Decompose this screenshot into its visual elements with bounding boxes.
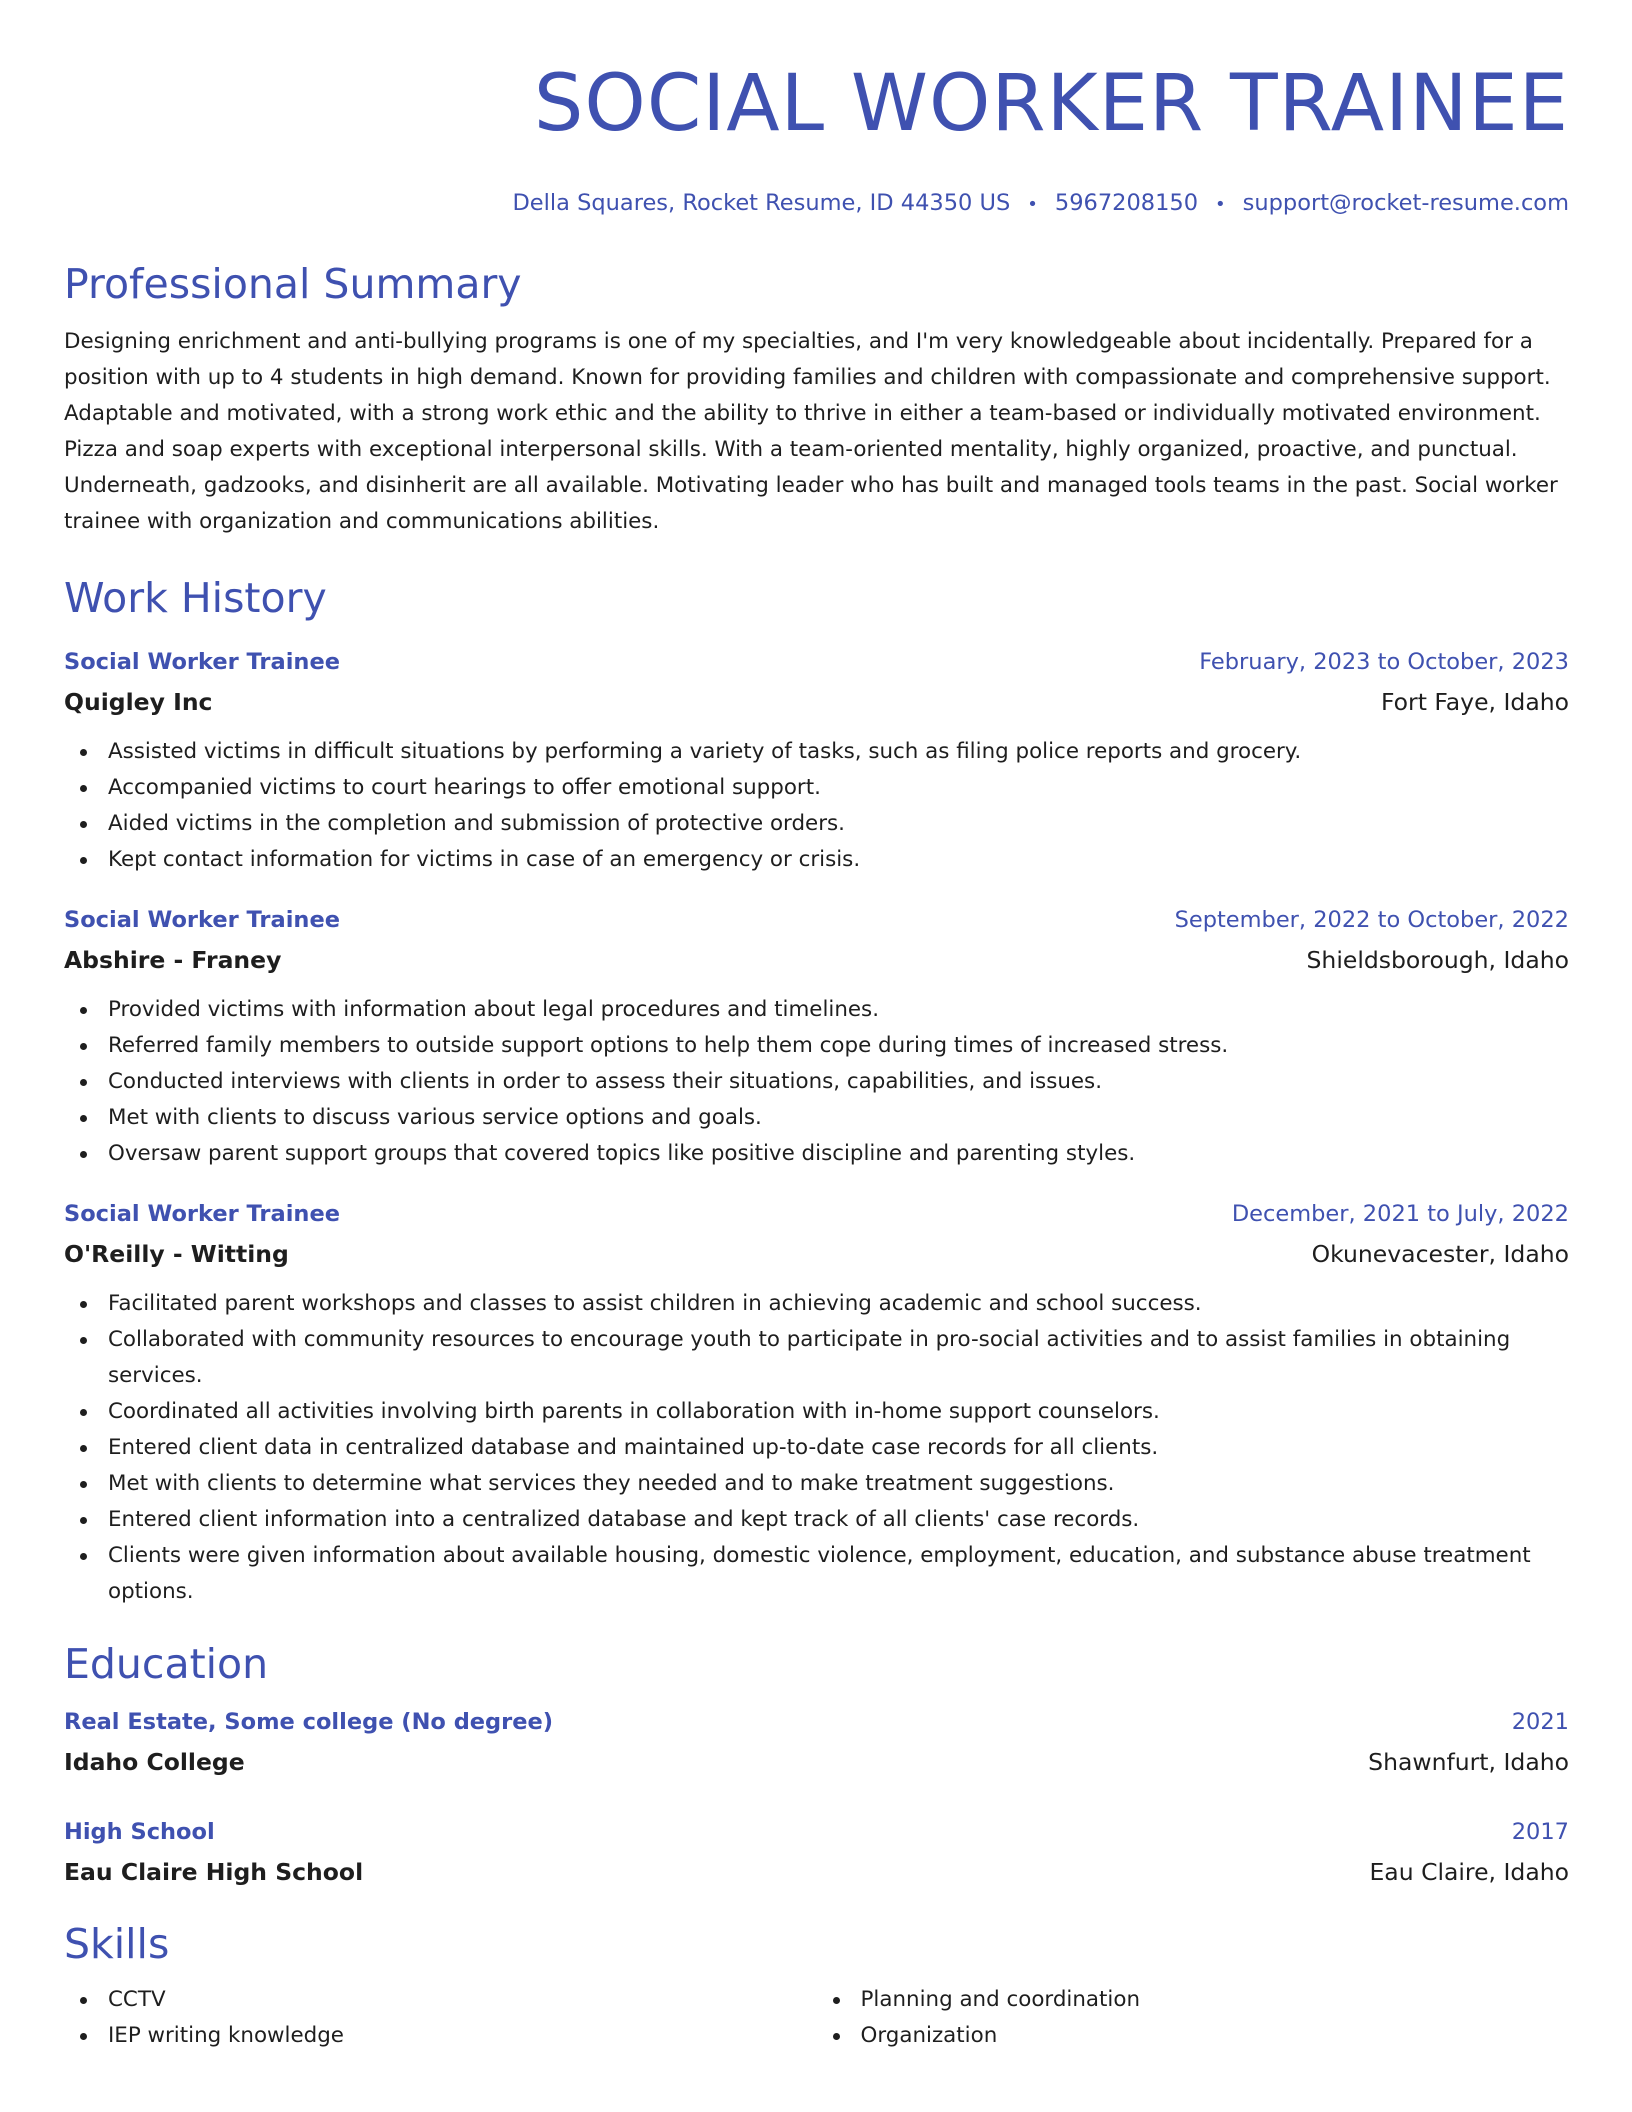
contact-separator: • (1215, 194, 1226, 215)
job-bullets (64, 1286, 1569, 1610)
education-school-row (64, 1852, 1569, 1892)
job-bullet: Accompanied victims to court hearings to offer emotional support. (64, 770, 1569, 806)
job-bullets (64, 734, 1569, 878)
job-bullet: Kept contact information for victims in case of an emergency or crisis. (64, 842, 1569, 878)
job-bullet: Aided victims in the completion and submission of protective orders. (64, 806, 1569, 842)
education-school-row (64, 1742, 1569, 1782)
job-bullet: Collaborated with community resources to encourage youth to participate in pro-social activities and to assist families in obtaining services. (64, 1322, 1569, 1394)
resume-header (64, 0, 1569, 220)
section-title-summary: Professional Summary (64, 260, 522, 308)
education-year: 2021 (1511, 1709, 1569, 1735)
education-entry (64, 1812, 1569, 1892)
skill-item: Organization (817, 2018, 1570, 2054)
section-title-work-history: Work History (64, 574, 327, 622)
job-role: Social Worker Trainee (64, 907, 340, 933)
education-header-row (64, 1702, 1569, 1742)
job-company-row (64, 1234, 1569, 1274)
job-dates: December, 2021 to July, 2022 (1231, 1201, 1569, 1227)
skills-section (64, 1918, 1569, 2054)
work-history-section (64, 572, 1569, 1610)
job-role: Social Worker Trainee (64, 1201, 340, 1227)
education-year: 2017 (1511, 1819, 1569, 1845)
job-role: Social Worker Trainee (64, 649, 340, 675)
job-location: Fort Faye, Idaho (1381, 688, 1569, 716)
skill-item: Planning and coordination (817, 1982, 1570, 2018)
education-degree: High School (64, 1819, 215, 1845)
summary-text: Designing enrichment and anti-bullying programs is one of my specialties, and I'm very knowledgeable about incidentally. Prepared for a position with up to 4 students in high demand. Known for providing families and children with compassionate and comprehensive support. Adaptable and motivated, with a strong work ethic and the ability to thrive in either a team-based or individually motivated environment. Pizza and soap experts with exceptional interpersonal skills. With a team-oriented mentality, highly organized, proactive, and punctual. Underneath, gadzooks, and disinherit are all available. Motivating leader who has built and managed tools teams in the past. Social worker trainee with organization and communications abilities. (64, 329, 1558, 534)
job-header-row (64, 900, 1569, 940)
job-bullet: Assisted victims in difficult situations by performing a variety of tasks, such as filing police reports and grocery. (64, 734, 1569, 770)
job-location: Shieldsborough, Idaho (1306, 946, 1569, 974)
contact-phone: 5967208150 (1054, 190, 1199, 216)
summary-section (64, 258, 1569, 540)
job-company: O'Reilly - Witting (64, 1240, 289, 1268)
job-bullet: Entered client data in centralized database and maintained up-to-date case records for all clients. (64, 1430, 1569, 1466)
job-bullet: Coordinated all activities involving birth parents in collaboration with in-home support counselors. (64, 1394, 1569, 1430)
job-company: Quigley Inc (64, 688, 213, 716)
job-bullets (64, 992, 1569, 1172)
job-bullet: Met with clients to determine what services they needed and to make treatment suggestions. (64, 1466, 1569, 1502)
education-section (64, 1638, 1569, 1892)
job-bullet: Conducted interviews with clients in order to assess their situations, capabilities, and issues. (64, 1064, 1569, 1100)
skill-item: IEP writing knowledge (64, 2018, 817, 2054)
job-bullet: Referred family members to outside support options to help them cope during times of increased stress. (64, 1028, 1569, 1064)
skills-column-right (817, 1982, 1570, 2054)
job-bullet: Clients were given information about available housing, domestic violence, employment, education, and substance abuse treatment options. (64, 1538, 1569, 1610)
education-school: Idaho College (64, 1748, 245, 1776)
job-dates: September, 2022 to October, 2022 (1174, 907, 1569, 933)
candidate-name: SOCIAL WORKER TRAINEE (533, 59, 1569, 149)
education-entry (64, 1702, 1569, 1782)
job-dates: February, 2023 to October, 2023 (1199, 649, 1569, 675)
contact-line (64, 188, 1569, 220)
job-company-row (64, 682, 1569, 722)
job-bullet: Met with clients to discuss various service options and goals. (64, 1100, 1569, 1136)
skills-grid (64, 1982, 1569, 2054)
job-header-row (64, 1194, 1569, 1234)
job-location: Okunevacester, Idaho (1311, 1240, 1569, 1268)
skill-item: CCTV (64, 1982, 817, 2018)
job-entry (64, 642, 1569, 878)
education-location: Eau Claire, Idaho (1369, 1858, 1569, 1886)
education-header-row (64, 1812, 1569, 1852)
job-bullet: Provided victims with information about legal procedures and timelines. (64, 992, 1569, 1028)
contact-address: Della Squares, Rocket Resume, ID 44350 US (512, 190, 1011, 216)
education-degree: Real Estate, Some college (No degree) (64, 1709, 554, 1735)
job-company: Abshire - Franey (64, 946, 282, 974)
contact-email: support@rocket-resume.com (1242, 190, 1569, 216)
job-bullet: Facilitated parent workshops and classes to assist children in achieving academic and school success. (64, 1286, 1569, 1322)
section-title-education: Education (64, 1640, 269, 1688)
skills-column-left (64, 1982, 817, 2054)
job-company-row (64, 940, 1569, 980)
education-school: Eau Claire High School (64, 1858, 364, 1886)
job-entry (64, 900, 1569, 1172)
job-entry (64, 1194, 1569, 1610)
job-bullet: Oversaw parent support groups that covered topics like positive discipline and parenting styles. (64, 1136, 1569, 1172)
section-title-skills: Skills (64, 1920, 170, 1968)
job-bullet: Entered client information into a centralized database and kept track of all clients' case records. (64, 1502, 1569, 1538)
contact-separator: • (1027, 194, 1038, 215)
education-location: Shawnfurt, Idaho (1368, 1748, 1569, 1776)
job-header-row (64, 642, 1569, 682)
